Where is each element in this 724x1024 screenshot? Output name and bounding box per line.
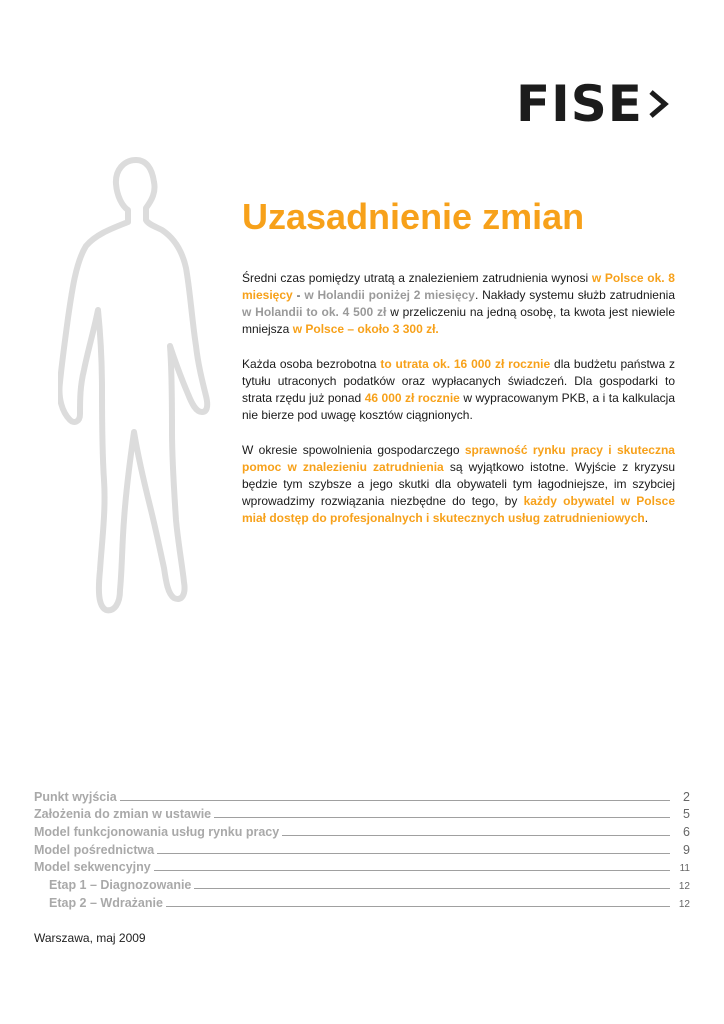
- text-run: Średni czas pomiędzy utratą a znalezieniem zatrudnienia wynosi: [242, 271, 592, 285]
- highlighted-text: każdy obywatel w Polsce miał dostęp do profesjonalnych i skutecznych usług zatrudnieniowych: [242, 494, 675, 525]
- toc-entry[interactable]: [34, 874, 690, 892]
- toc-entry-label: Model sekwencyjny: [34, 860, 151, 875]
- toc-page-number: 11: [679, 863, 690, 875]
- text-run: . Nakłady systemu służb zatrudnienia: [474, 288, 675, 302]
- body-paragraph: [242, 270, 675, 338]
- toc-entry-label: Model funkcjonowania usług rynku pracy: [34, 825, 280, 840]
- body-text: [242, 270, 675, 545]
- toc-entry-label: Założenia do zmian w ustawie: [34, 807, 212, 822]
- toc-page-number: 6: [683, 825, 690, 840]
- body-paragraph: [242, 356, 675, 424]
- text-run: Każda osoba bezrobotna: [242, 357, 381, 371]
- text-run: w przeliczeniu na jedną osobę, ta kwota jest niewiele mniejsza: [242, 305, 675, 336]
- toc-page-number: 12: [678, 898, 690, 910]
- toc-entry-label: Etap 2 – Wdrażanie: [49, 895, 163, 910]
- toc-leader-line: [166, 906, 670, 907]
- toc-entry[interactable]: [34, 821, 690, 839]
- toc-entry[interactable]: [34, 892, 690, 910]
- toc-page-number: 9: [683, 842, 690, 857]
- highlighted-text: 46 000 zł rocznie: [364, 391, 460, 405]
- text-run: są wyjątkowo istotne. Wyjście z kryzysu będzie tym szybsze a jego skutki dla obywateli tym łagodniejsze, im szybciej wprowadzimy rozwiązania niezbędne do tego, by: [242, 460, 675, 508]
- fise-logo: [516, 76, 671, 132]
- highlighted-text: w Polsce – około 3 300 zł.: [292, 322, 439, 336]
- toc-page-number: 5: [683, 807, 690, 822]
- toc-leader-line: [282, 835, 670, 836]
- toc-leader-line: [157, 853, 670, 854]
- toc-leader-line: [214, 817, 670, 818]
- toc-leader-line: [194, 888, 670, 889]
- logo-text: FISE: [516, 75, 643, 133]
- walking-man-silhouette: [58, 150, 218, 620]
- toc-leader-line: [120, 800, 670, 801]
- toc-page-number: 12: [678, 881, 690, 893]
- text-run: -: [292, 288, 305, 302]
- toc-leader-line: [154, 870, 670, 871]
- toc-entry-label: Etap 1 – Diagnozowanie: [49, 878, 192, 893]
- text-run: w wypracowanym PKB, a i ta kalkulacja nie bierze pod uwagę kosztów ciągnionych.: [242, 391, 675, 422]
- toc-entry[interactable]: [34, 804, 690, 822]
- body-paragraph: [242, 442, 675, 527]
- text-run: W okresie spowolnienia gospodarczego: [242, 443, 465, 457]
- toc-entry-label: Model pośrednictwa: [34, 842, 155, 857]
- chevron-right-icon: [647, 87, 671, 121]
- toc-entry-label: Punkt wyjścia: [34, 789, 117, 804]
- toc-entry[interactable]: [34, 786, 690, 804]
- toc-entry[interactable]: [34, 857, 690, 875]
- text-run: .: [644, 511, 649, 525]
- highlighted-text: to utrata ok. 16 000 zł rocznie: [380, 357, 551, 371]
- highlighted-text: w Polsce ok. 8 miesięcy: [242, 271, 675, 302]
- toc-entry[interactable]: [34, 839, 690, 857]
- highlighted-text: sprawność rynku pracy i skuteczna pomoc w znalezieniu zatrudnienia: [242, 443, 675, 474]
- toc-page-number: 2: [683, 789, 690, 804]
- highlighted-text: w Holandii to ok. 4 500 zł: [242, 305, 387, 319]
- page-title: Uzasadnienie zmian: [242, 196, 585, 237]
- highlighted-text: w Holandii poniżej 2 miesięcy: [304, 288, 475, 302]
- table-of-contents: [34, 786, 690, 910]
- text-run: dla budżetu państwa z tytułu utraconych podatków oraz wypłacanych świadczeń. Dla gospodarki to strata rzędu już ponad: [242, 357, 675, 405]
- footer-place-date: Warszawa, maj 2009: [34, 931, 146, 945]
